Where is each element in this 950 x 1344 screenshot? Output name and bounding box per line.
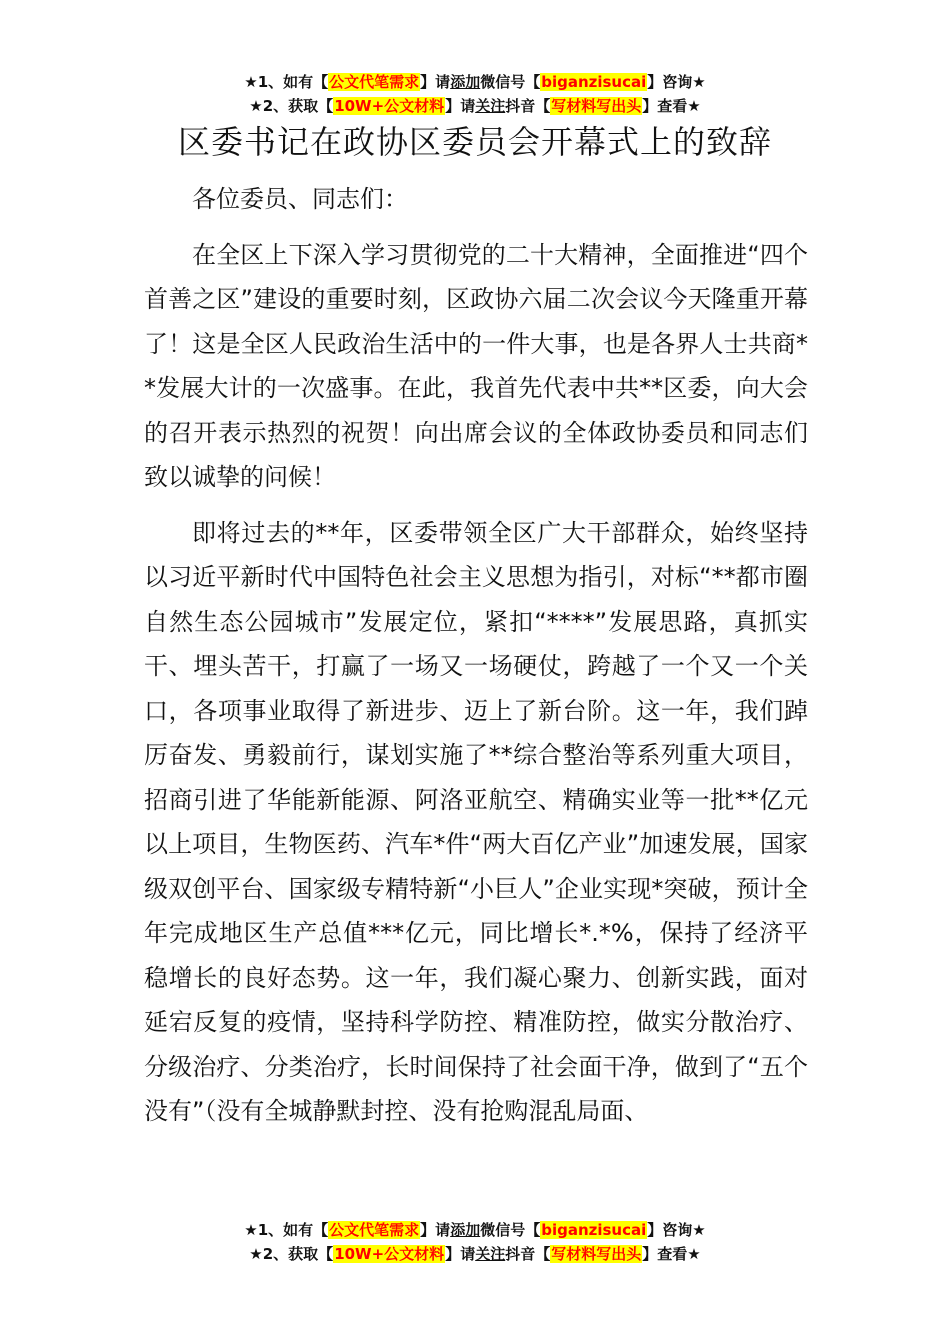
banner-highlight: 10W+公文材料 — [334, 97, 445, 115]
footer-banner — [0, 1218, 950, 1266]
document-title: 区委书记在政协区委员会开幕式上的致辞 — [177, 123, 772, 161]
salutation: 各位委员、同志们： — [192, 185, 408, 213]
banner-text: 微信号【 — [480, 1221, 541, 1239]
banner-text: ★1、如有【 — [244, 73, 329, 91]
banner-text: 】请 — [445, 97, 476, 115]
banner-text: 抖音【 — [505, 1245, 551, 1263]
banner-underlined: 关注 — [475, 97, 506, 115]
banner-highlight: 公文代笔需求 — [329, 73, 420, 91]
banner-highlight: 公文代笔需求 — [329, 1221, 420, 1239]
document-body — [144, 177, 808, 1145]
paragraph: 在全区上下深入学习贯彻党的二十大精神，全面推进“四个首善之区”建设的重要时刻，区政协六届二次会议今天隆重开幕了！这是全区人民政治生活中的一件大事，也是各界人士共商**发展大计的一次盛事。在此，我首先代表中共**区委，向大会的召开表示热烈的祝贺！向出席会议的全体政协委员和同志们致以诚挚的问候！ — [144, 240, 808, 491]
banner-text: 微信号【 — [480, 73, 541, 91]
banner-line-2 — [0, 1242, 950, 1266]
banner-line-1 — [0, 1218, 950, 1242]
banner-text: 】请 — [445, 1245, 476, 1263]
banner-text: 】咨询★ — [647, 1221, 706, 1239]
banner-highlight: biganzisucai — [541, 1221, 647, 1239]
banner-highlight: 写材料写出头 — [551, 1245, 642, 1263]
banner-highlight: biganzisucai — [541, 73, 647, 91]
banner-text: 】咨询★ — [647, 73, 706, 91]
banner-text: ★2、获取【 — [249, 1245, 334, 1263]
banner-text: ★2、获取【 — [249, 97, 334, 115]
banner-highlight: 10W+公文材料 — [334, 1245, 445, 1263]
banner-text: 抖音【 — [505, 97, 551, 115]
header-banner — [0, 70, 950, 118]
banner-text: 】查看★ — [642, 97, 701, 115]
banner-line-2 — [0, 94, 950, 118]
banner-text: ★1、如有【 — [244, 1221, 329, 1239]
banner-underlined: 关注 — [475, 1245, 506, 1263]
banner-text: 】查看★ — [642, 1245, 701, 1263]
banner-text: 】请 — [420, 1221, 451, 1239]
banner-text: 】请 — [420, 73, 451, 91]
banner-line-1 — [0, 70, 950, 94]
paragraph: 即将过去的**年，区委带领全区广大干部群众，始终坚持以习近平新时代中国特色社会主义思想为指引，对标“**都市圈自然生态公园城市”发展定位，紧扣“****”发展思路，真抓实干、埋头苦干，打赢了一场又一场硬仗，跨越了一个又一个关口，各项事业取得了新进步、迈上了新台阶。这一年，我们踔厉奋发、勇毅前行，谋划实施了**综合整治等系列重大项目，招商引进了华能新能源、阿洛亚航空、精确实业等一批**亿元以上项目，生物医药、汽车*件“两大百亿产业”加速发展，国家级双创平台、国家级专精特新“小巨人”企业实现*突破，预计全年完成地区生产总值***亿元，同比增长*.*%，保持了经济平稳增长的良好态势。这一年，我们凝心聚力、创新实践，面对延宕反复的疫情，坚持科学防控、精准防控，做实分散治疗、分级治疗、分类治疗，长时间保持了社会面干净，做到了“五个没有”（没有全城静默封控、没有抢购混乱局面、 — [144, 518, 808, 1125]
banner-highlight: 写材料写出头 — [551, 97, 642, 115]
banner-underlined: 添加 — [450, 73, 481, 91]
banner-underlined: 添加 — [450, 1221, 481, 1239]
